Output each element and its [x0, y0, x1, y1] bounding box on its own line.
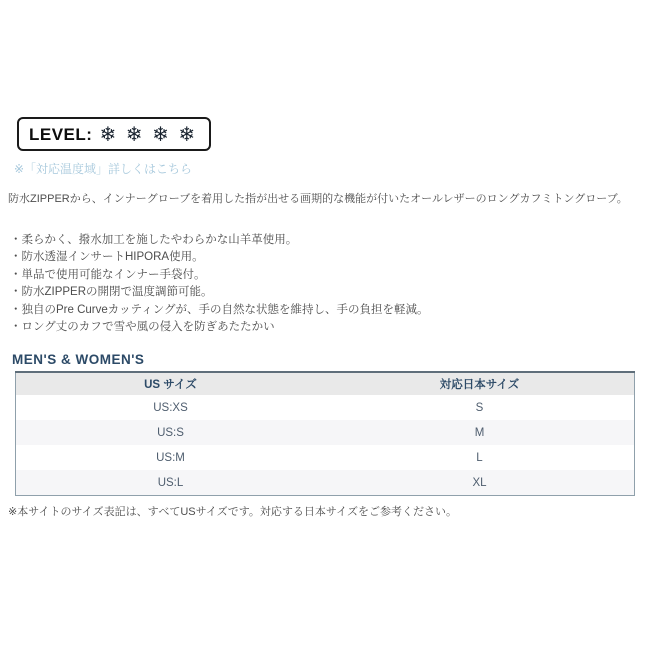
temperature-range-link[interactable]: ※「対応温度域」詳しくはこちら	[14, 162, 193, 176]
table-row	[16, 470, 635, 496]
us-size-cell: US:S	[157, 426, 184, 439]
product-intro-text: 防水ZIPPERから、インナーグローブを着用した指が出せる画期的な機能が付いたオールレザーのロングカフミトングローブ。	[8, 192, 628, 205]
section-title-mens-womens: MEN'S & WOMEN'S	[12, 351, 145, 367]
jp-size-cell: S	[475, 401, 484, 414]
feature-item: ・ロング丈のカフで雪や風の侵入を防ぎあたたかい	[10, 321, 275, 334]
size-notation-footnote: ※本サイトのサイズ表記は、すべてUSサイズです。対応する日本サイズをご参考ください。	[8, 506, 457, 519]
level-label: LEVEL:	[29, 124, 93, 144]
feature-item: ・防水透湿インサートHIPORA使用。	[10, 251, 204, 264]
table-header-row	[16, 372, 635, 395]
us-size-cell: US:XS	[153, 401, 188, 414]
feature-item: ・単品で使用可能なインナー手袋付。	[10, 268, 206, 281]
us-size-cell: US:M	[156, 451, 185, 464]
column-header-us-size: US サイズ	[16, 372, 326, 395]
column-header-jp-size: 対応日本サイズ	[325, 372, 635, 395]
jp-size-cell: M	[474, 426, 485, 439]
feature-item: ・防水ZIPPERの開閉で温度調節可能。	[10, 286, 213, 299]
temperature-level-badge	[17, 117, 211, 151]
size-conversion-table	[15, 371, 635, 496]
us-size-cell: US:L	[157, 476, 184, 489]
feature-list	[10, 232, 650, 337]
snowflake-icons: ❄ ❄ ❄ ❄	[99, 124, 198, 146]
feature-item: ・柔らかく、撥水加工を施したやわらかな山羊革使用。	[10, 233, 298, 246]
feature-item: ・独自のPre Curveカッティングが、手の自然な状態を維持し、手の負担を軽減。	[10, 303, 429, 316]
table-row	[16, 395, 635, 420]
table-row	[16, 420, 635, 445]
jp-size-cell: L	[476, 451, 483, 464]
table-row	[16, 445, 635, 470]
jp-size-cell: XL	[472, 476, 487, 489]
